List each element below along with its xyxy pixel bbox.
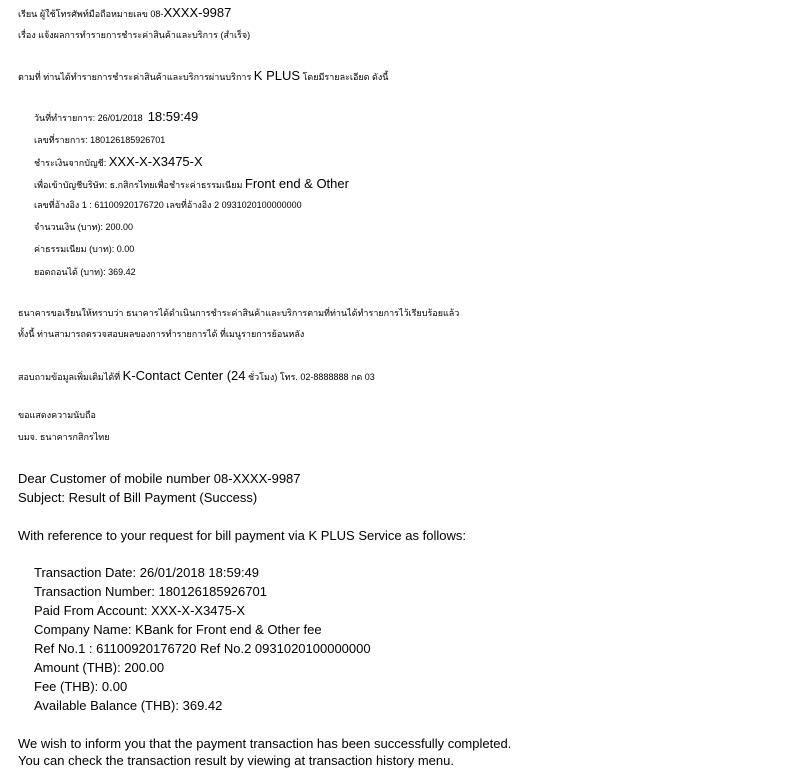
english-reference-numbers: Ref No.1 : 61100920176720 Ref No.2 0931020100000000 bbox=[34, 641, 371, 656]
thai-intro-prefix: ตามที่ ท่านได้ทำรายการชำระค่าสินค้าและบริการผ่านบริการ bbox=[18, 72, 254, 82]
thai-transaction-number: เลขที่รายการ: 180126185926701 bbox=[34, 135, 166, 145]
english-amount: Amount (THB): 200.00 bbox=[34, 660, 165, 675]
thai-contact bbox=[18, 370, 375, 383]
thai-subject: เรื่อง แจ้งผลการทำรายการชำระค่าสินค้าและบริการ (สำเร็จ) bbox=[18, 30, 251, 40]
thai-available-balance: ยอดถอนได้ (บาท): 369.42 bbox=[34, 267, 136, 277]
english-intro: With reference to your request for bill payment via K PLUS Service as follows: bbox=[18, 528, 466, 543]
english-paid-from-account: Paid From Account: XXX-X-X3475-X bbox=[34, 603, 245, 618]
thai-date-time: 18:59:49 bbox=[147, 109, 199, 124]
thai-company-value: Front end & Other bbox=[244, 176, 349, 191]
thai-contact-prefix: สอบถามข้อมูลเพิ่มเติมได้ที่ bbox=[18, 372, 123, 382]
thai-inform-line-1: ธนาคารขอเรียนให้ทราบว่า ธนาคารได้ดำเนินการชำระค่าสินค้าและบริการตามที่ท่านได้ทำรายการไว้เรียบร้อยแล้ว bbox=[18, 308, 460, 318]
english-transaction-date: Transaction Date: 26/01/2018 18:59:49 bbox=[34, 565, 260, 580]
english-available-balance: Available Balance (THB): 369.42 bbox=[34, 698, 223, 713]
thai-fee: ค่าธรรมเนียม (บาท): 0.00 bbox=[34, 244, 135, 254]
thai-contact-center: K-Contact Center (24 bbox=[122, 368, 246, 383]
thai-paid-from-account bbox=[34, 156, 203, 169]
english-greeting: Dear Customer of mobile number 08-XXXX-9987 bbox=[18, 471, 301, 486]
thai-date-label: วันที่ทำรายการ: 26/01/2018 bbox=[34, 113, 143, 123]
english-check-history: You can check the transaction result by viewing at transaction history menu. bbox=[18, 753, 454, 768]
thai-account-value: XXX-X-X3475-X bbox=[108, 154, 203, 169]
thai-intro-suffix: โดยมีรายละเอียด ดังนี้ bbox=[300, 72, 389, 82]
thai-intro-service: K PLUS bbox=[253, 68, 301, 83]
thai-company-name bbox=[34, 178, 349, 191]
english-subject: Subject: Result of Bill Payment (Success) bbox=[18, 490, 258, 505]
english-transaction-number: Transaction Number: 180126185926701 bbox=[34, 584, 267, 599]
english-company-name: Company Name: KBank for Front end & Other fee bbox=[34, 622, 322, 637]
thai-closing: ขอแสดงความนับถือ bbox=[18, 410, 96, 420]
english-fee: Fee (THB): 0.00 bbox=[34, 679, 128, 694]
thai-bank-name: บมจ. ธนาคารกสิกรไทย bbox=[18, 432, 110, 442]
thai-intro bbox=[18, 70, 388, 83]
thai-transaction-date bbox=[34, 111, 198, 124]
thai-company-label: เพื่อเข้าบัญชีบริษัท: ธ.กสิกรไทยเพื่อชำระค่าธรรมเนียม bbox=[34, 180, 245, 190]
thai-reference-numbers: เลขที่อ้างอิง 1 : 61100920176720 เลขที่อ้างอิง 2 0931020100000000 bbox=[34, 200, 302, 210]
thai-greeting-number: XXXX-9987 bbox=[163, 5, 232, 20]
thai-greeting-prefix: เรียน ผู้ใช้โทรศัพท์มือถือหมายเลข 08- bbox=[18, 9, 164, 19]
thai-inform-line-2: ทั้งนี้ ท่านสามารถตรวจสอบผลของการทำรายการได้ ที่เมนูรายการย้อนหลัง bbox=[18, 329, 305, 339]
thai-account-label: ชำระเงินจากบัญชี: bbox=[34, 158, 109, 168]
thai-amount: จำนวนเงิน (บาท): 200.00 bbox=[34, 222, 134, 232]
english-inform: We wish to inform you that the payment transaction has been successfully completed. bbox=[18, 736, 512, 751]
thai-greeting bbox=[18, 7, 231, 20]
thai-contact-suffix: ชั่วโมง) โทร. 02-8888888 กด 03 bbox=[245, 372, 375, 382]
